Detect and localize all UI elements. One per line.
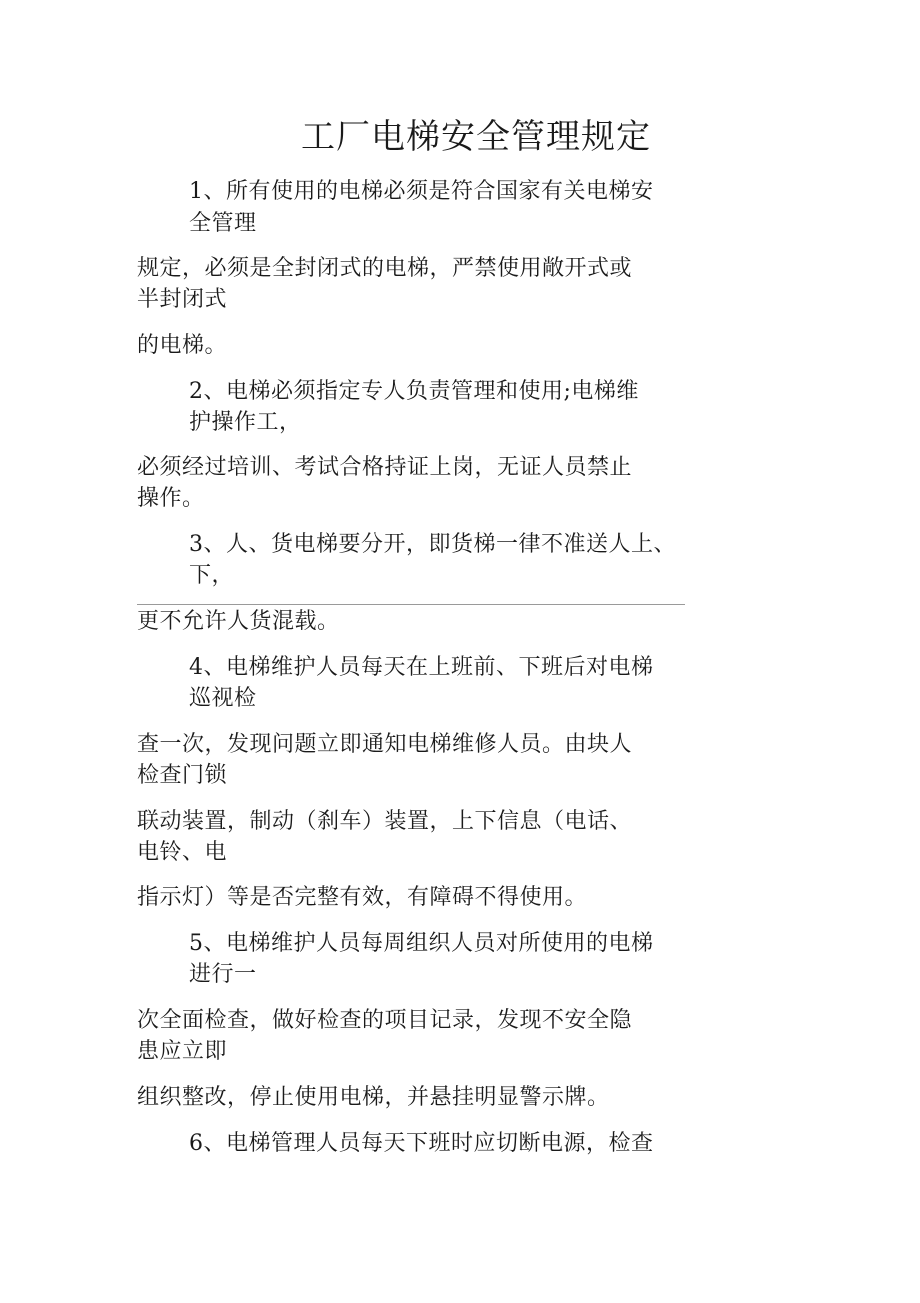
text-line: 巡视检 [189, 686, 257, 711]
text-line: 检查门锁 [137, 763, 228, 788]
text-line: 患应立即 [137, 1039, 228, 1064]
text-line: 2、电梯必须指定专人负责管理和使用;电梯维 [189, 379, 639, 404]
page-title: 工厂电梯安全管理规定 [301, 117, 651, 157]
text-line: 半封闭式 [137, 287, 228, 312]
text-line: 1、所有使用的电梯必须是符合国家有关电梯安 [189, 179, 654, 204]
text-line: 组织整改，停止使用电梯，并悬挂明显警示牌。 [137, 1085, 610, 1110]
text-line: 操作。 [137, 486, 205, 511]
text-line: 6、电梯管理人员每天下班时应切断电源，检查 [189, 1131, 654, 1156]
text-line: 更不允许人货混载。 [137, 609, 340, 634]
text-line: 查一次，发现问题立即通知电梯维修人员。由块人 [137, 732, 633, 757]
separator-line [137, 604, 685, 605]
text-line: 全管理 [189, 211, 257, 236]
text-line: 5、电梯维护人员每周组织人员对所使用的电梯 [189, 931, 654, 956]
text-line: 下， [189, 563, 235, 588]
text-line: 必须经过培训、考试合格持证上岗，无证人员禁止 [137, 455, 633, 480]
text-line: 3、人、货电梯要分开，即货梯一律不准送人上、 [189, 532, 676, 557]
text-line: 电铃、电 [137, 840, 228, 865]
text-line: 的电梯。 [137, 333, 228, 358]
text-line: 次全面检查，做好检查的项目记录，发现不安全隐 [137, 1008, 633, 1033]
text-line: 4、电梯维护人员每天在上班前、下班后对电梯 [189, 655, 654, 680]
text-line: 护操作工， [189, 410, 302, 435]
text-line: 联动装置，制动（刹车）装置，上下信息（电话、 [137, 809, 633, 834]
text-line: 指示灯）等是否完整有效，有障碍不得使用。 [137, 885, 588, 910]
text-line: 进行一 [189, 962, 257, 987]
text-line: 规定，必须是全封闭式的电梯，严禁使用敞开式或 [137, 256, 633, 281]
